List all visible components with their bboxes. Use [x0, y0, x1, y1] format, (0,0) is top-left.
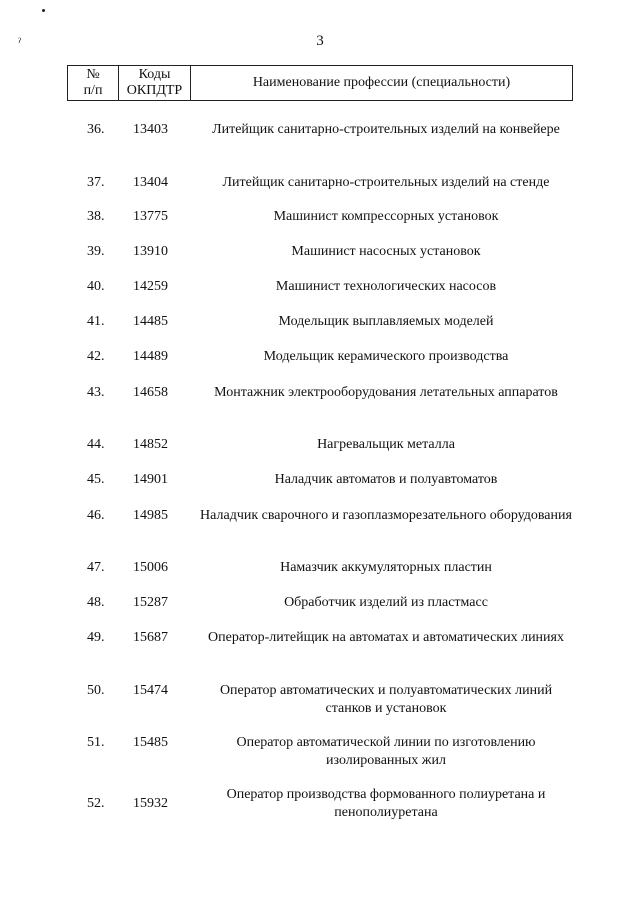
- row-number: 40.: [87, 279, 105, 294]
- row-profession: Модельщик керамического производства: [263, 349, 509, 364]
- row-code: 14489: [133, 349, 168, 364]
- table-row: [70, 121, 570, 165]
- row-number: 36.: [87, 122, 105, 137]
- row-profession: Модельщик выплавляемых моделей: [278, 314, 494, 329]
- row-number: 43.: [87, 385, 105, 400]
- row-number: 46.: [87, 508, 105, 523]
- row-profession: Оператор автоматических и полуавтоматических линий станков и установок: [219, 683, 553, 716]
- table-row: [70, 734, 570, 778]
- row-code: 14901: [133, 472, 168, 487]
- row-number: 38.: [87, 209, 105, 224]
- row-number: 42.: [87, 349, 105, 364]
- row-code: 14985: [133, 508, 168, 523]
- row-code: 15006: [133, 560, 168, 575]
- row-profession: Монтажник электрооборудования летательных аппаратов: [214, 385, 558, 400]
- row-profession: Намазчик аккумуляторных пластин: [280, 560, 492, 575]
- header-code-label: Коды ОКПДТР: [126, 67, 183, 98]
- row-code: 14852: [133, 437, 168, 452]
- row-number: 37.: [87, 175, 105, 190]
- row-profession: Оператор-литейщик на автоматах и автоматических линиях: [208, 630, 564, 645]
- table-row: [70, 507, 570, 551]
- row-code: 15474: [133, 683, 168, 698]
- table-row: [70, 682, 570, 726]
- row-number: 52.: [87, 796, 105, 811]
- row-number: 45.: [87, 472, 105, 487]
- row-code: 15287: [133, 595, 168, 610]
- row-code: 14658: [133, 385, 168, 400]
- row-profession: Машинист технологических насосов: [275, 279, 497, 294]
- table-row: [70, 786, 570, 830]
- row-code: 15932: [133, 796, 168, 811]
- row-code: 15687: [133, 630, 168, 645]
- scan-speck: ˀ: [18, 35, 21, 49]
- row-number: 51.: [87, 735, 105, 750]
- row-code: 14485: [133, 314, 168, 329]
- header-num-label: № п/п: [83, 67, 103, 98]
- row-number: 50.: [87, 683, 105, 698]
- row-profession: Оператор автоматической линии по изготовлению изолированных жил: [236, 735, 536, 768]
- row-number: 49.: [87, 630, 105, 645]
- row-profession: Литейщик санитарно-строительных изделий на стенде: [222, 175, 550, 190]
- row-profession: Обработчик изделий из пластмасс: [284, 595, 488, 610]
- row-code: 13403: [133, 122, 168, 137]
- row-number: 48.: [87, 595, 105, 610]
- row-code: 15485: [133, 735, 168, 750]
- table-row: [70, 629, 570, 673]
- row-profession: Оператор производства формованного полиуретана и пенополиуретана: [226, 787, 546, 820]
- row-code: 13775: [133, 209, 168, 224]
- row-number: 47.: [87, 560, 105, 575]
- table-row: [70, 384, 570, 428]
- row-code: 13910: [133, 244, 168, 259]
- row-profession: Литейщик санитарно-строительных изделий на конвейере: [212, 122, 560, 137]
- row-number: 44.: [87, 437, 105, 452]
- row-profession: Наладчик сварочного и газоплазморезательного оборудования: [200, 508, 572, 523]
- row-code: 14259: [133, 279, 168, 294]
- row-number: 41.: [87, 314, 105, 329]
- header-name-label: Наименование профессии (специальности): [252, 75, 511, 90]
- row-profession: Машинист компрессорных установок: [273, 209, 499, 224]
- row-code: 13404: [133, 175, 168, 190]
- page-number: 3: [316, 33, 324, 49]
- row-profession: Нагревальщик металла: [317, 437, 455, 452]
- row-number: 39.: [87, 244, 105, 259]
- row-profession: Машинист насосных установок: [291, 244, 481, 259]
- row-profession: Наладчик автоматов и полуавтоматов: [274, 472, 498, 487]
